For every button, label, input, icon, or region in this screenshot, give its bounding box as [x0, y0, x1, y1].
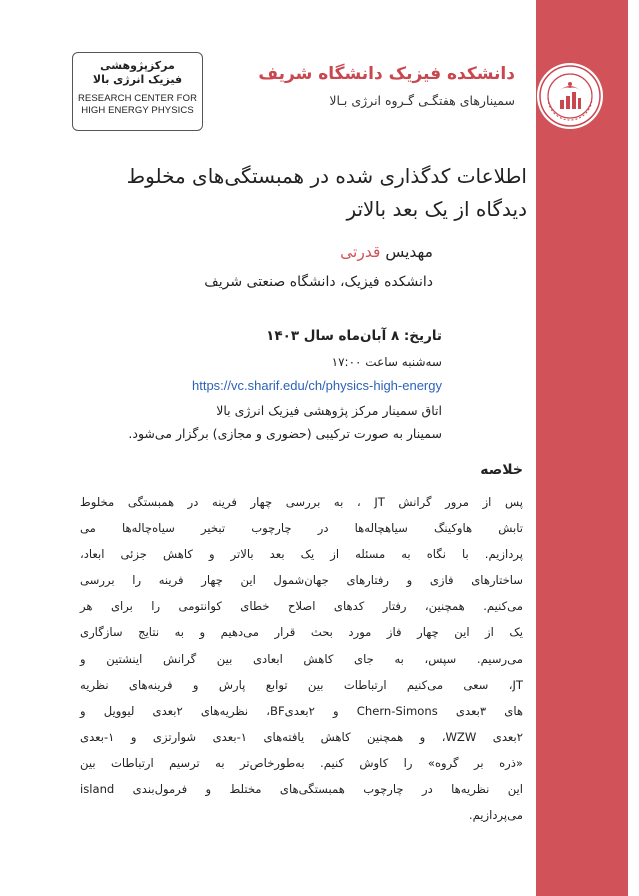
abstract-line: «ذره بر گروه» را کاوش کنیم. به‌طورخاص‌تر به ترسیم ارتباطات بین	[80, 755, 523, 770]
abstract-line: ساختارهای فازی و رفتارهای جهان‌شمول این چهار فرینه را بررسی	[80, 573, 523, 588]
speaker-name	[340, 243, 433, 261]
research-center-logo-fa-line1: مرکزپژوهشی	[100, 59, 175, 72]
speaker-last-name: قدرتی	[340, 243, 381, 261]
university-seal-icon	[536, 62, 604, 130]
abstract-line: می‌پردازیم.	[468, 808, 523, 823]
talk-title-line1: اطلاعات کدگذاری شده در همبستگی‌های مخلوط	[126, 164, 527, 188]
online-session-link[interactable]: https://vc.sharif.edu/ch/physics-high-energy	[191, 378, 442, 393]
seminar-room: اتاق سمینار مرکز پژوهشی فیزیک انرژی بالا	[216, 403, 442, 418]
abstract-body	[80, 489, 523, 828]
abstract-line: های ۳بعدی Chern-Simons و ۲بعدیBF، نظریه‌های ۲بعدی لیوویل و	[80, 703, 523, 718]
accent-side-bar	[536, 0, 628, 896]
abstract-line: می‌رسیم. سپس، به جای کاهش ابعادی بین گرانش اینشتین و	[80, 651, 523, 666]
abstract-heading: خلاصه	[480, 462, 523, 478]
talk-title-line2: دیدگاه از یک بعد بالاتر	[346, 197, 527, 221]
abstract-line: ۲بعدی WZW، و همچنین کاهش یافته‌های ۱-بعدی شوارتزی و ۱-بعدی	[80, 729, 523, 744]
speaker-first-name: مهدیس	[385, 243, 433, 261]
abstract-line: JT، سعی می‌کنیم ارتباطات بین توابع پارش و فرینه‌های نظریه	[80, 677, 523, 692]
abstract-line: پردازیم. با نگاه به مسئله از یک بعد بالاتر و کاهش جزئی ابعاد،	[80, 547, 523, 562]
abstract-line: یک از این چهار فاز مورد بحث قرار می‌دهیم و به نتایج سازگاری	[80, 625, 523, 640]
research-center-logo-en-line2: HIGH ENERGY PHYSICS	[81, 105, 194, 116]
abstract-line: می‌کنیم. همچنین، رفتار کدهای اصلاح خطای کوانتومی را برای هر	[80, 599, 523, 614]
talk-title	[107, 160, 527, 226]
seminar-time: سه‌شنبه ساعت ۱۷:۰۰	[331, 355, 442, 369]
research-center-logo	[72, 52, 203, 131]
seminar-series-subtitle: سمینارهای هفتگـی گـروه انرژی بـالا	[329, 93, 515, 108]
faculty-title: دانشکده فیزیک دانشگاه شریف	[258, 64, 515, 84]
research-center-logo-en-line1: RESEARCH CENTER FOR	[77, 93, 198, 104]
seminar-date: تاریخ: ۸ آبان‌ماه سال ۱۴۰۳	[266, 328, 442, 344]
abstract-line: این نظریه‌ها در چارچوب همبستگی‌های مختلط و فرمول‌بندی island	[80, 782, 523, 797]
research-center-logo-fa-line2: فیزیک انرژی بالا	[92, 73, 183, 86]
speaker-affiliation: دانشکده فیزیک، دانشگاه صنعتی شریف	[204, 274, 433, 290]
abstract-line: تابش هاوکینگ سیاهچاله‌ها در چارچوب تبخیر سیاه‌چاله‌ها می	[80, 521, 523, 536]
seminar-mode-note: سمینار به صورت ترکیبی (حضوری و مجازی) برگزار می‌شود.	[128, 426, 442, 441]
abstract-line: پس از مرور گرانش JT ، به بررسی چهار فرینه در همبستگی مخلوط	[80, 495, 523, 509]
